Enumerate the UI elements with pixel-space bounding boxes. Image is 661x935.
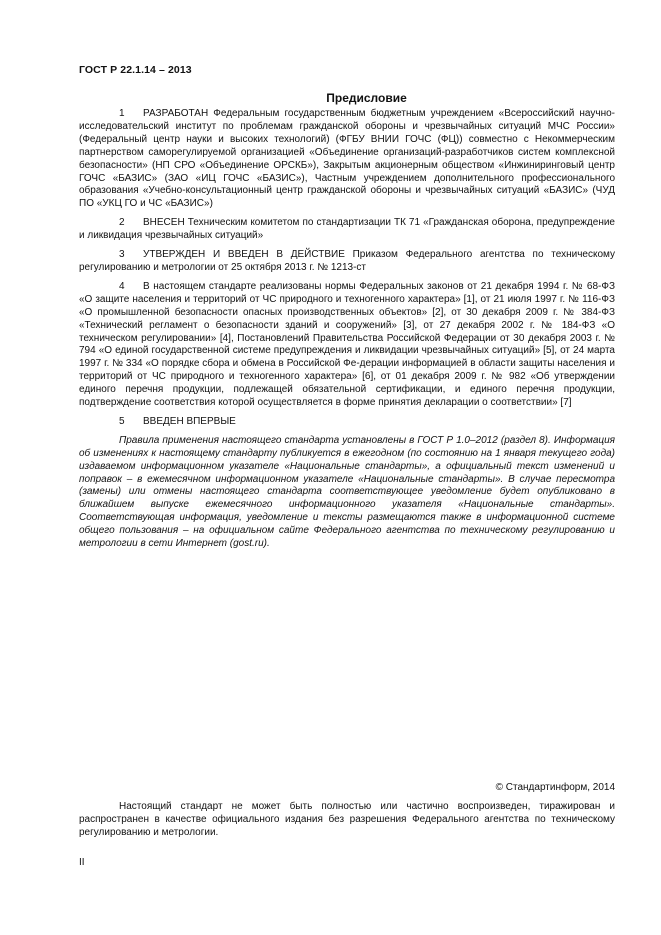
item-number: 2 <box>119 217 125 229</box>
foreword-body <box>79 108 615 551</box>
item-text: РАЗРАБОТАН Федеральным государственным бюджетным учреждением «Всероссийский научно-исследовательский институт по проблемам гражданской обороны и чрезвычайных ситуаций МЧС России» (Федеральный центр науки и высоких технологий) (ФГБУ ВНИИ ГОЧС (ФЦ)) совместно с Некоммерческим партнерством саморегулируемой организацией «Объединение организаций-разработчиков систем комплексной безопасности» (НП СРО «Объединение ОРСКБ»), Закрытым акционерным обществом «Инжиниринговый центр ГОЧС «БАЗИС» (ЗАО «ИЦ ГОЧС «БАЗИС»), Частным учреждением дополнительного профессионального образования «Учебно-консультационный центр гражданской обороны и чрезвычайных ситуаций «БАЗИС» (ЧУД ПО «УКЦ ГО и ЧС «БАЗИС») <box>79 108 615 210</box>
copyright: © Стандартинформ, 2014 <box>495 782 615 793</box>
page-title <box>0 91 661 105</box>
foreword-item-3 <box>79 249 615 275</box>
item-number: 1 <box>119 108 125 119</box>
foreword-item-4 <box>79 281 615 410</box>
item-text: УТВЕРЖДЕН И ВВЕДЕН В ДЕЙСТВИЕ Приказом Федерального агентства по техническому регулированию и метрологии от 25 октября 2013 г. № 1213-ст <box>79 249 615 273</box>
item-text: В настоящем стандарте реализованы нормы Федеральных законов от 21 декабря 1994 г. № 68-ФЗ «О защите населения и территорий от ЧС природного и техногенного характера» [1], от 21 июля 1997 г. № 116-ФЗ «О промышленной безопасности опасных производственных объектов» [2], от 30 декабря 2009 г. № 384-ФЗ «Технический регламент о безопасности зданий и сооружений» [3], от 27 декабря 2002 г. № 184-ФЗ «О техническом регулировании» [4], Постановлений Правительства Российской Федерации от 30 декабря 2003 г. № 794 «О единой государственной системе предупреждения и ликвидации чрезвычайных ситуаций» [5], от 24 марта 1997 г. № 334 «О порядке сбора и обмена в Российской Фе-дерации информацией в области защиты населения и территорий от ЧС природного и техногенного характера» [6], от 01 декабря 2009 г. № 982 «Об утверждении единого перечня продукции, подлежащей обязательной сертификации, и единого перечня продукции, подтверждение соответствия которой осуществляется в форме принятия декларации о соответствии» [7] <box>79 280 615 409</box>
reproduction-notice: Настоящий стандарт не может быть полностью или частично воспроизведен, тиражирован и распространен в качестве официального издания без разрешения Федерального агентства по техническому регулированию и метрологии. <box>79 801 615 838</box>
page-number: II <box>79 857 85 868</box>
title-text: Предисловие <box>326 91 407 105</box>
item-number: 5 <box>119 415 125 427</box>
foreword-item-1 <box>79 108 615 211</box>
standard-id: ГОСТ Р 22.1.14 – 2013 <box>79 64 192 76</box>
foreword-item-2 <box>79 217 615 243</box>
item-text: ВВЕДЕН ВПЕРВЫЕ <box>143 415 236 427</box>
item-number: 4 <box>119 280 125 292</box>
foreword-item-5 <box>79 416 615 429</box>
application-note: Правила применения настоящего стандарта установлены в ГОСТ Р 1.0–2012 (раздел 8). Информация об изменениях к настоящему стандарту публикуется в ежегодном (по состоянию на 1 января текущего года) издаваемом информационном указателе «Национальные стандарты», а официальный текст изменений и поправок – в ежемесячном информационном указателе «Национальные стандарты». В случае пересмотра (замены) или отмены настоящего стандарта соответствующее уведомление будет опубликовано в ближайшем выпуске ежемесячного информационного указателя «Национальные стандарты». Соответствующая информация, уведомление и тексты размещаются также в информационной системе общего пользования – на официальном сайте Федерального агентства по техническому регулированию и метрологии в сети Интернет (gost.ru). <box>79 434 615 550</box>
item-text: ВНЕСЕН Техническим комитетом по стандартизации ТК 71 «Гражданская оборона, предупреждение и ликвидация чрезвычайных ситуаций» <box>79 217 615 242</box>
item-number: 3 <box>119 249 125 261</box>
